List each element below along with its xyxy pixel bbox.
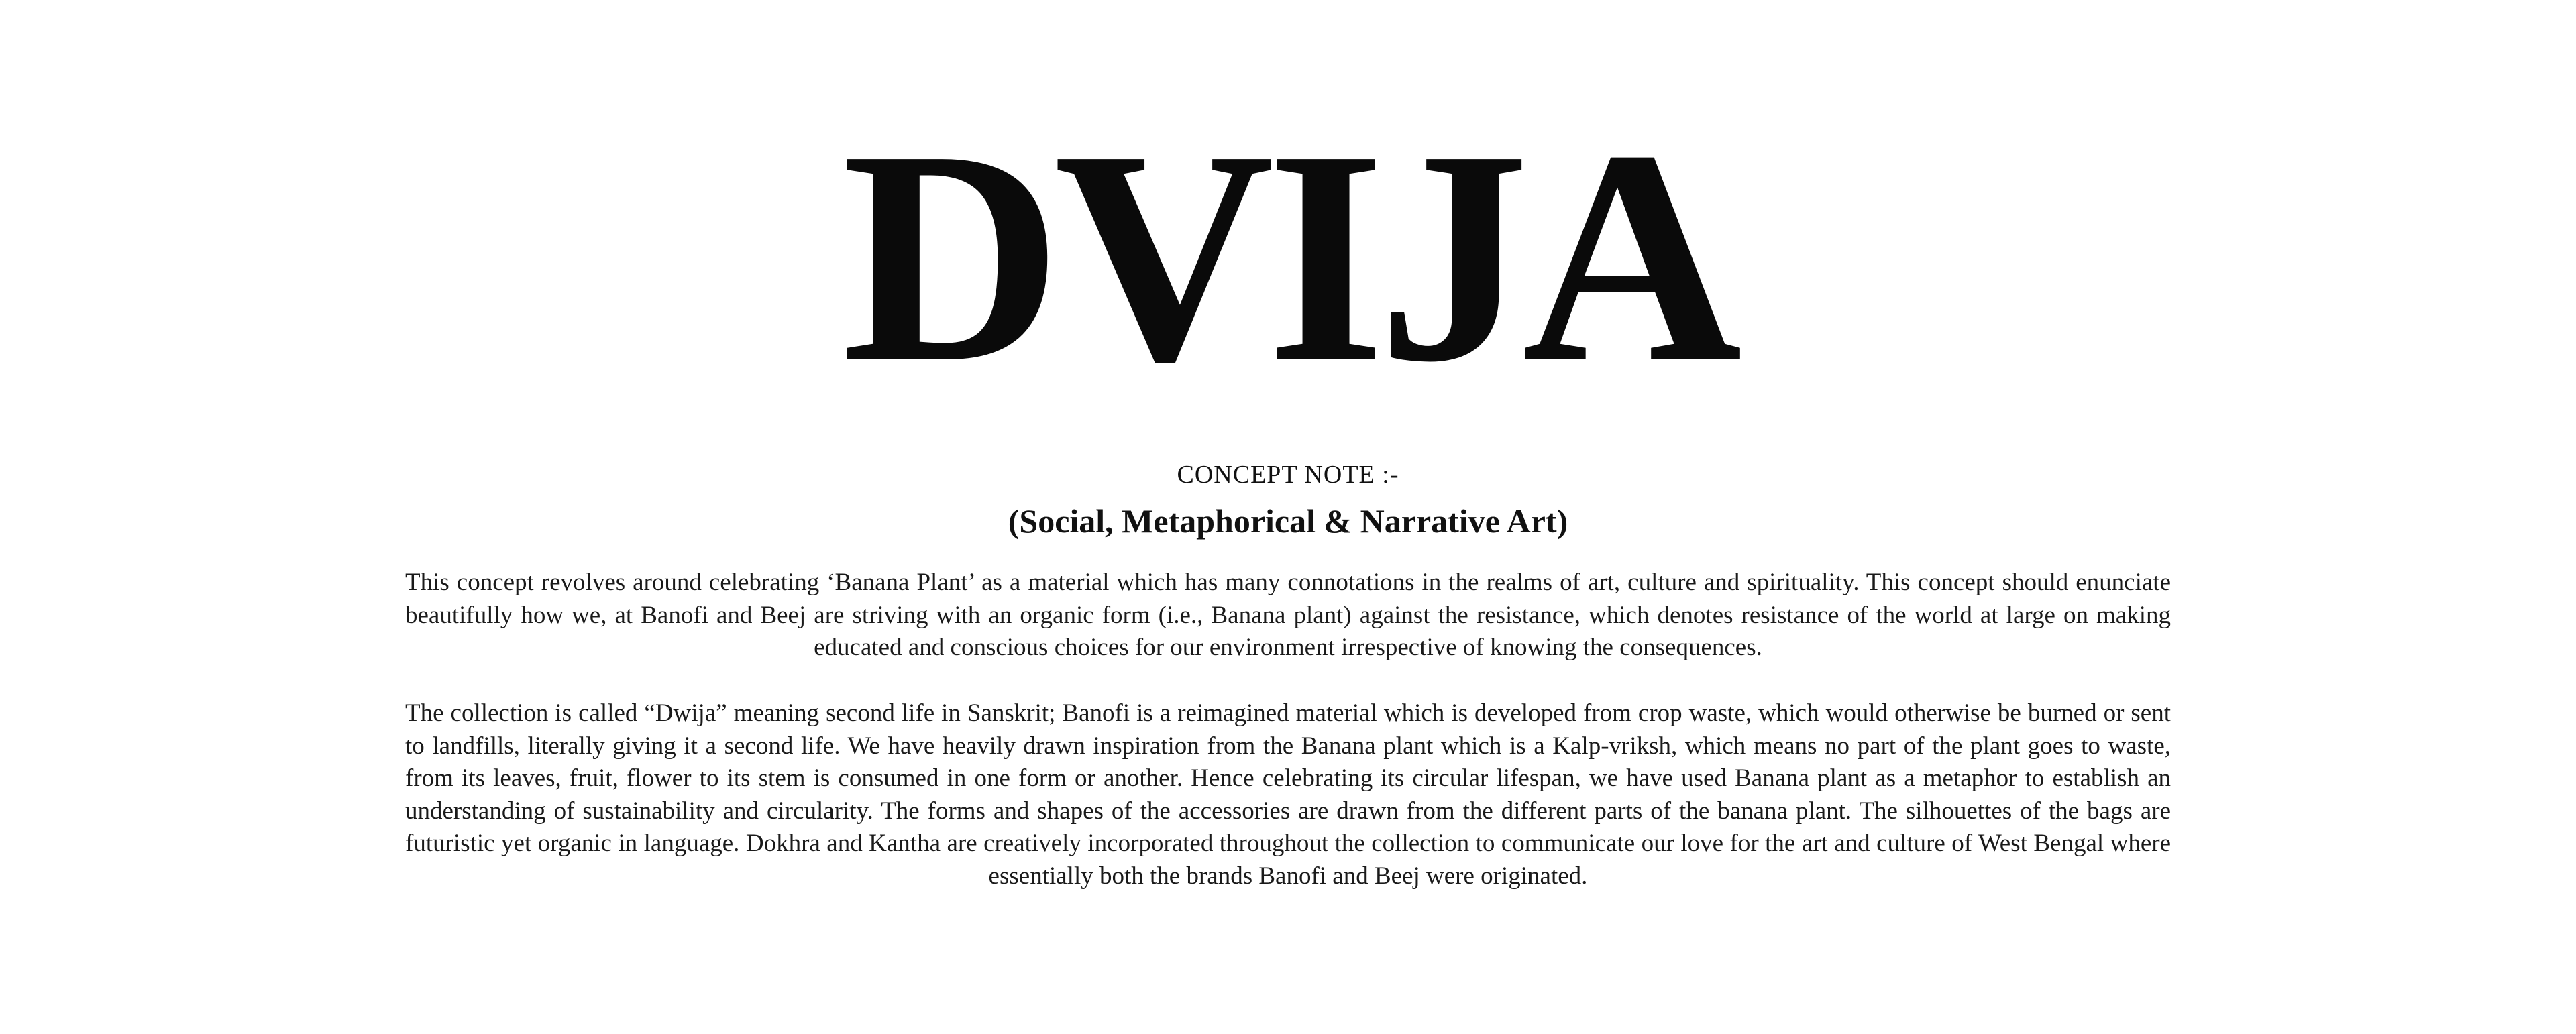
body-paragraph-intro: This concept revolves around celebrating ‘Banana Plant’ as a material which has many connotations in the realms of art, culture and spirituality. This concept should enunciate beautifully how we, at Banofi and Beej are striving with an organic form (i.e., Banana plant) against the resistance, which denotes resistance of the world at large on making educated and conscious choices for our environment irrespective of knowing the consequences.	[405, 569, 2171, 661]
concept-note-label: CONCEPT NOTE :-	[1177, 461, 1399, 489]
body-paragraph-collection: The collection is called “Dwija” meaning second life in Sanskrit; Banofi is a reimagined material which is developed from crop waste, which would otherwise be burned or sent to landfills, literally giving it a second life. We have heavily drawn inspiration from the Banana plant which is a Kalp-vriksh, which means no part of the plant goes to waste, from its leaves, fruit, flower to its stem is consumed in one form or another. Hence celebrating its circular lifespan, we have used Banana plant as a metaphor to establish an understanding of sustainability and circularity. The forms and shapes of the accessories are drawn from the different parts of the banana plant. The silhouettes of the bags are futuristic yet organic in language. Dokhra and Kantha are creatively incorporated throughout the collection to communicate our love for the art and culture of West Bengal where essentially both the brands Banofi and Beej were originated.	[405, 699, 2171, 890]
page-title: DVIJA	[841, 88, 1735, 425]
concept-subtitle: (Social, Metaphorical & Narrative Art)	[1008, 502, 1568, 540]
